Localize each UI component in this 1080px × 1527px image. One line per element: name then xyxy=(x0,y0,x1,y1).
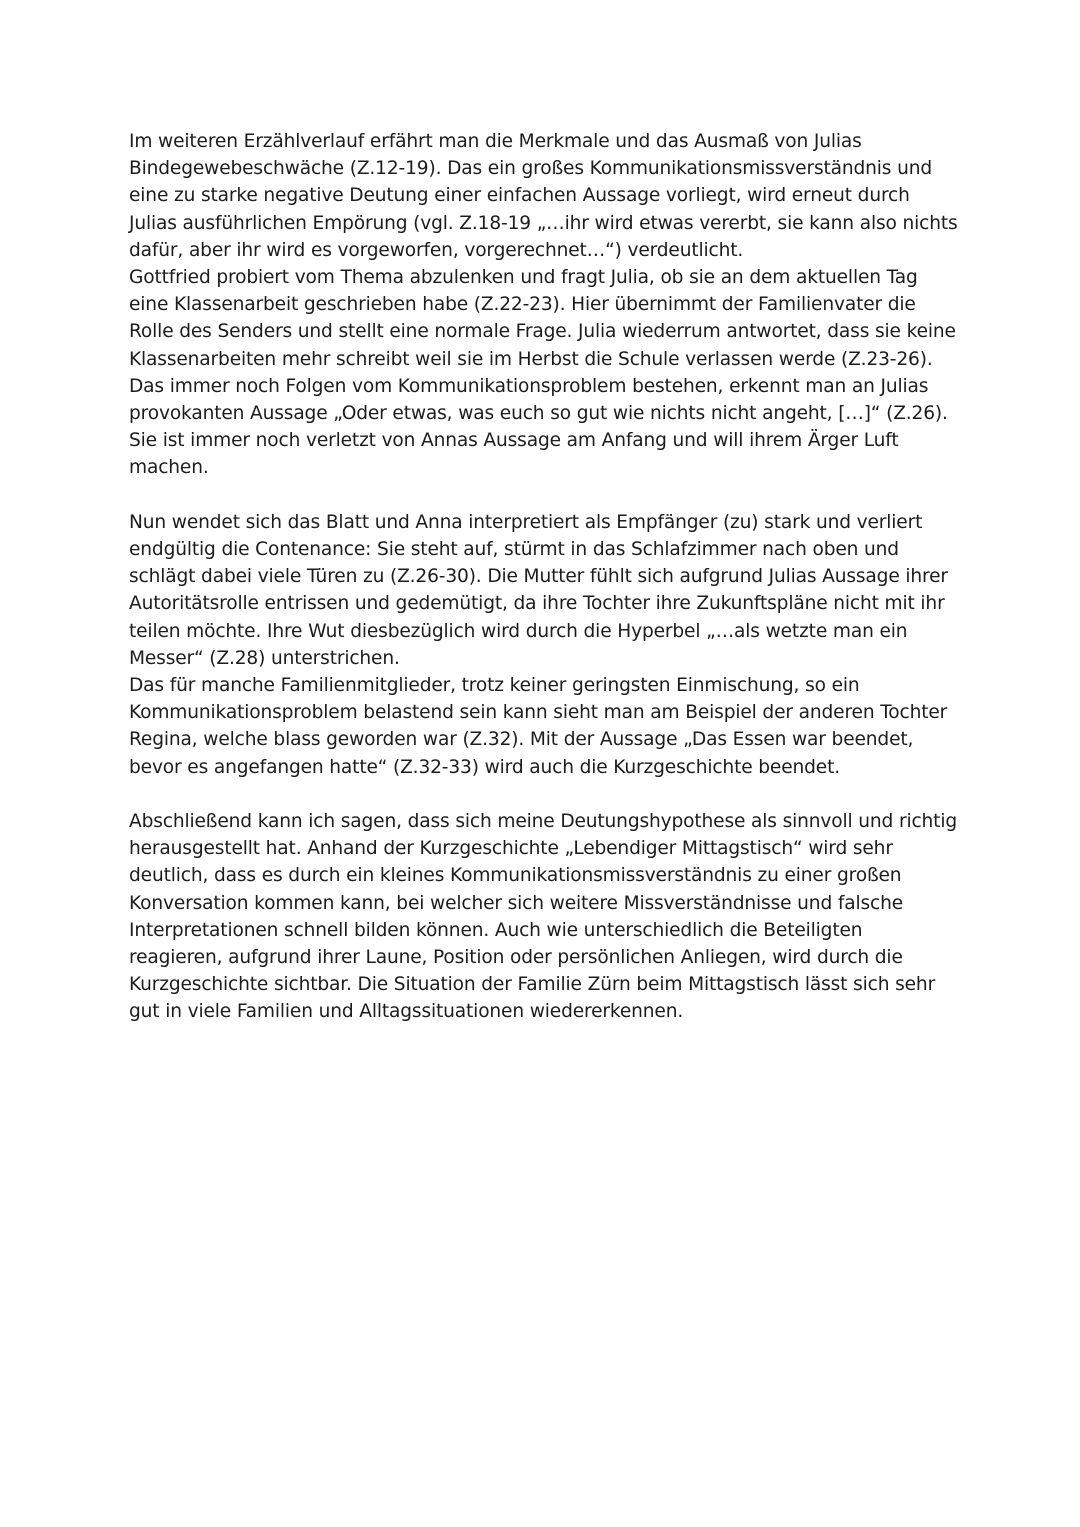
paragraph-fazit: Abschließend kann ich sagen, dass sich meine Deutungshypothese als sinnvoll und richtig herausgestellt hat. Anhand der Kurzgeschichte „Lebendiger Mittagstisch“ wird sehr deutlich, dass es durch ein kleines Kommunikationsmissverständnis zu einer großen Konversation kommen kann, bei welcher sich weitere Missverständnisse und falsche Interpretationen schnell bilden können. Auch wie unterschiedlich die Beteiligten reagieren, aufgrund ihrer Laune, Position oder persönlichen Anliegen, wird durch die Kurzgeschichte sichtbar. Die Situation der Familie Zürn beim Mittagstisch lässt sich sehr gut in viele Familien und Alltagssituationen wiedererkennen. xyxy=(129,811,957,1023)
paragraph-regina-blass: Das für manche Familienmitglieder, trotz keiner geringsten Einmischung, so ein Kommunikationsproblem belastend sein kann sieht man am Beispiel der anderen Tochter Regina, welche blass geworden war (Z.32). Mit der Aussage „Das Essen war beendet, bevor es angefangen hatte“ (Z.32-33) wird auch die Kurzgeschichte beendet. xyxy=(129,675,948,778)
section-analysis-part-2 xyxy=(129,509,960,781)
paragraph-bindegewebeschwaeche: Im weiteren Erzählverlauf erfährt man die Merkmale und das Ausmaß von Julias Bindegewebeschwäche (Z.12-19). Das ein großes Kommunikationsmissverständnis und eine zu starke negative Deutung einer einfachen Aussage vorliegt, wird erneut durch Julias ausführlichen Empörung (vgl. Z.18-19 „…ihr wird etwas vererbt, sie kann also nichts dafür, aber ihr wird es vorgeworfen, vorgerechnet…“) verdeutlicht. xyxy=(129,131,958,261)
section-analysis-part-1 xyxy=(129,128,960,482)
paragraph-anna-contenance: Nun wendet sich das Blatt und Anna interpretiert als Empfänger (zu) stark und verliert endgültig die Contenance: Sie steht auf, stürmt in das Schlafzimmer nach oben und schlägt dabei viele Türen zu (Z.26-30). Die Mutter fühlt sich aufgrund Julias Aussage ihrer Autoritätsrolle entrissen und gedemütigt, da ihre Tochter ihre Zukunftspläne nicht mit ihr teilen möchte. Ihre Wut diesbezüglich wird durch die Hyperbel „…als wetzte man ein Messer“ (Z.28) unterstrichen. xyxy=(129,511,948,669)
document-body xyxy=(129,128,960,1026)
paragraph-provokante-aussage: Das immer noch Folgen vom Kommunikationsproblem bestehen, erkennt man an Julias provokanten Aussage „Oder etwas, was euch so gut wie nichts nicht angeht, […]“ (Z.26). Sie ist immer noch verletzt von Annas Aussage am Anfang und will ihrem Ärger Luft machen. xyxy=(129,375,948,479)
paragraph-gottfried-ablenkung: Gottfried probiert vom Thema abzulenken und fragt Julia, ob sie an dem aktuellen Tag eine Klassenarbeit geschrieben habe (Z.22-23). Hier übernimmt der Familienvater die Rolle des Senders und stellt eine normale Frage. Julia wiederrum antwortet, dass sie keine Klassenarbeiten mehr schreibt weil sie im Herbst die Schule verlassen werde (Z.23-26). xyxy=(129,267,956,370)
section-conclusion xyxy=(129,808,960,1026)
